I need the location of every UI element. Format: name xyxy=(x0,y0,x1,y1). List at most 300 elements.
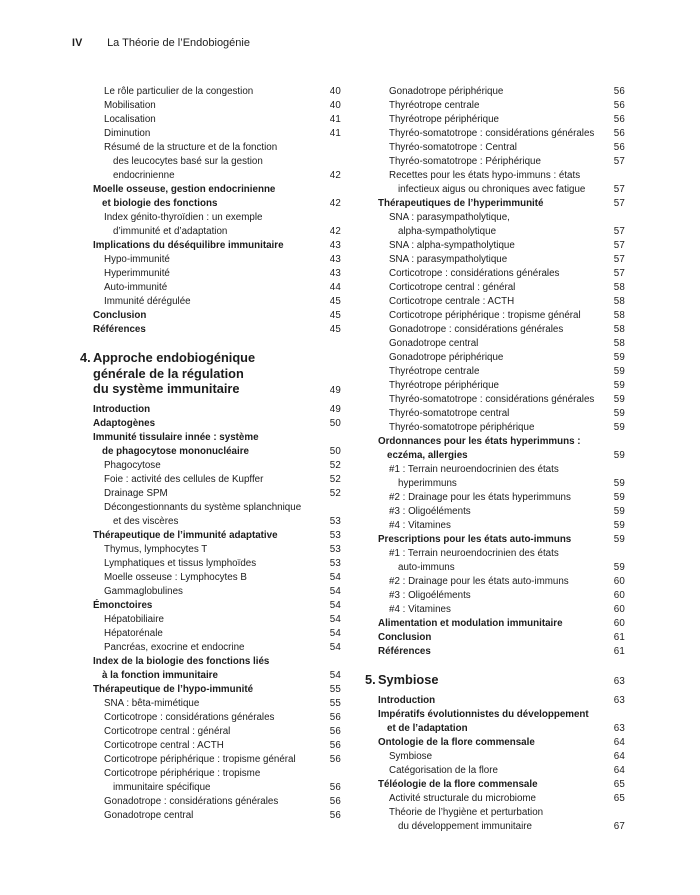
toc-entry-text: Immunité tissulaire innée : système xyxy=(93,431,259,443)
toc-entry-text: Corticotrope central : général xyxy=(104,725,231,737)
toc-entry-line xyxy=(93,739,341,753)
toc-entry-line xyxy=(93,529,341,543)
toc-entry-text: Hypo-immunité xyxy=(104,254,170,265)
toc-page-number: 57 xyxy=(613,254,625,265)
toc-page-number: 57 xyxy=(613,184,625,195)
chapter-entry[interactable] xyxy=(365,672,625,690)
toc-page-number: 58 xyxy=(613,310,625,321)
toc-entry[interactable] xyxy=(378,806,625,834)
toc-entry-text: #3 : Oligoéléments xyxy=(389,506,471,517)
toc-entry[interactable] xyxy=(93,239,341,253)
toc-page-number: 57 xyxy=(613,156,625,167)
toc-page-number: 54 xyxy=(329,613,341,625)
toc-entry[interactable] xyxy=(378,281,625,295)
toc-entry-line xyxy=(93,403,341,417)
toc-page-number: 56 xyxy=(613,100,625,111)
toc-entry[interactable] xyxy=(93,599,341,613)
toc-page-number: 59 xyxy=(613,450,625,461)
toc-entry-text: Ordonnances pour les états hyperimmuns : xyxy=(378,436,581,447)
toc-entry[interactable] xyxy=(93,141,341,183)
toc-entry-text: Ontologie de la flore commensale xyxy=(378,736,535,748)
toc-entry[interactable] xyxy=(93,571,341,585)
toc-entry-text: SNA : parasympatholytique, xyxy=(389,212,510,223)
toc-entry-line xyxy=(378,617,625,631)
toc-entry[interactable] xyxy=(378,309,625,323)
toc-entry-text: Thyréo-somatotrope : considérations générales xyxy=(389,128,595,139)
toc-entry[interactable] xyxy=(93,85,341,99)
toc-entry[interactable] xyxy=(378,169,625,197)
toc-entry[interactable] xyxy=(378,267,625,281)
toc-entry[interactable] xyxy=(93,323,341,337)
toc-page-number: 63 xyxy=(613,722,625,734)
toc-entry[interactable] xyxy=(378,435,625,463)
toc-entry-line xyxy=(93,627,341,641)
toc-entry-line xyxy=(93,515,341,529)
toc-entry-line xyxy=(93,795,341,809)
toc-entry-line xyxy=(93,501,341,515)
toc-entry-line xyxy=(93,323,341,337)
toc-entry[interactable] xyxy=(93,613,341,627)
toc-entry[interactable] xyxy=(378,792,625,806)
toc-entry[interactable] xyxy=(378,463,625,491)
toc-page-number: 59 xyxy=(613,352,625,363)
toc-entry-line xyxy=(93,183,341,197)
toc-entry-line xyxy=(93,669,341,683)
toc-entry-text: Corticotrope centrale : ACTH xyxy=(389,296,515,307)
toc-page-number: 56 xyxy=(329,795,341,807)
toc-page-number: 53 xyxy=(329,557,341,569)
toc-page-number: 64 xyxy=(613,764,625,776)
toc-entry-text: Impératifs évolutionnistes du développement xyxy=(378,708,589,720)
toc-entry-text: Activité structurale du microbiome xyxy=(389,792,537,804)
toc-column-left xyxy=(80,85,341,823)
toc-entry-line xyxy=(378,239,625,253)
toc-entry[interactable] xyxy=(378,603,625,617)
toc-entry-line xyxy=(378,379,625,393)
toc-entry-line xyxy=(93,113,341,127)
toc-entry-line xyxy=(378,99,625,113)
toc-entry[interactable] xyxy=(93,403,341,417)
toc-entry-line xyxy=(93,141,341,155)
toc-entry[interactable] xyxy=(378,645,625,659)
toc-entry[interactable] xyxy=(378,365,625,379)
toc-page-number: 45 xyxy=(329,310,341,321)
toc-entry[interactable] xyxy=(93,739,341,753)
toc-page-number: 63 xyxy=(613,694,625,706)
toc-entry-line xyxy=(93,655,341,669)
toc-entry-line xyxy=(378,533,625,547)
toc-entry-line xyxy=(378,337,625,351)
toc-entry[interactable] xyxy=(378,155,625,169)
toc-entry[interactable] xyxy=(93,767,341,795)
toc-entry-text: Symbiose xyxy=(389,750,433,762)
toc-entry[interactable] xyxy=(93,809,341,823)
toc-entry[interactable] xyxy=(93,113,341,127)
toc-entry-line xyxy=(378,603,625,617)
toc-entry[interactable] xyxy=(93,697,341,711)
toc-entry[interactable] xyxy=(378,764,625,778)
toc-entry-text: hyperimmuns xyxy=(398,478,457,489)
toc-entry-text: Conclusion xyxy=(93,310,147,321)
toc-entry-line xyxy=(378,631,625,645)
toc-page-number: 53 xyxy=(329,515,341,527)
toc-entry-text: Catégorisation de la flore xyxy=(389,764,498,776)
toc-entry[interactable] xyxy=(93,267,341,281)
toc-entry-line xyxy=(93,127,341,141)
toc-page-number: 58 xyxy=(613,324,625,335)
toc-page-number: 54 xyxy=(329,641,341,653)
toc-entry-text: d’immunité et d’adaptation xyxy=(113,226,228,237)
toc-entry-text: Moelle osseuse, gestion endocrinienne xyxy=(93,184,276,195)
toc-entry-line xyxy=(93,225,341,239)
toc-page-number: 59 xyxy=(613,562,625,573)
toc-entry-text: Thyréo-somatotrope périphérique xyxy=(389,422,535,433)
toc-entry-text: du développement immunitaire xyxy=(398,820,532,832)
toc-entry-text: Décongestionnants du système splanchnique xyxy=(104,501,302,513)
toc-page-number: 45 xyxy=(329,324,341,335)
toc-entry[interactable] xyxy=(378,491,625,505)
toc-entry[interactable] xyxy=(93,281,341,295)
toc-entry-line xyxy=(93,571,341,585)
toc-entry-line xyxy=(378,778,625,792)
toc-entry[interactable] xyxy=(378,778,625,792)
chapter-line xyxy=(93,381,341,399)
toc-entry[interactable] xyxy=(378,589,625,603)
toc-entry[interactable] xyxy=(93,725,341,739)
toc-entry-line xyxy=(93,239,341,253)
toc-entry[interactable] xyxy=(93,211,341,239)
toc-entry-line xyxy=(378,547,625,561)
toc-entry[interactable] xyxy=(93,253,341,267)
toc-entry-text: endocrinienne xyxy=(113,170,175,181)
toc-entry-line xyxy=(93,641,341,655)
toc-entry-text: Hépatorénale xyxy=(104,627,163,639)
toc-entry-text: #2 : Drainage pour les états auto-immuns xyxy=(389,576,569,587)
toc-entry[interactable] xyxy=(378,379,625,393)
toc-entry-text: Thyréo-somatotrope : considérations générales xyxy=(389,394,595,405)
toc-entry[interactable] xyxy=(93,459,341,473)
toc-entry[interactable] xyxy=(378,113,625,127)
toc-page-number: 56 xyxy=(613,128,625,139)
toc-entry-line xyxy=(93,267,341,281)
toc-page-number: 42 xyxy=(329,198,341,209)
toc-entry-line xyxy=(378,169,625,183)
toc-entry-text: #4 : Vitamines xyxy=(389,520,451,531)
toc-entry-line xyxy=(378,519,625,533)
chapter-title-line: générale de la régulation xyxy=(93,365,244,381)
toc-entry-line xyxy=(378,351,625,365)
toc-entry-text: Thérapeutiques de l’hyperimmunité xyxy=(378,198,544,209)
toc-entry[interactable] xyxy=(378,239,625,253)
toc-entry-line xyxy=(93,697,341,711)
toc-entry-line xyxy=(378,85,625,99)
chapter-page-number: 49 xyxy=(329,384,341,396)
toc-entry[interactable] xyxy=(378,575,625,589)
toc-entry[interactable] xyxy=(378,631,625,645)
toc-entry-text: Corticotrope central : ACTH xyxy=(104,739,224,751)
toc-entry[interactable] xyxy=(93,795,341,809)
toc-entry-line xyxy=(378,113,625,127)
toc-page-number: 53 xyxy=(329,529,341,541)
toc-page-number: 54 xyxy=(329,585,341,597)
toc-entry-line xyxy=(93,711,341,725)
toc-entry[interactable] xyxy=(378,547,625,575)
toc-entry[interactable] xyxy=(378,505,625,519)
toc-page-number: 59 xyxy=(613,366,625,377)
toc-entry[interactable] xyxy=(93,501,341,529)
toc-entry-line xyxy=(378,764,625,778)
toc-entry-text: Pancréas, exocrine et endocrine xyxy=(104,641,245,653)
toc-page-number: 52 xyxy=(329,473,341,485)
toc-entry-text: Téléologie de la flore commensale xyxy=(378,778,538,790)
toc-entry[interactable] xyxy=(378,351,625,365)
toc-page-number: 59 xyxy=(613,380,625,391)
toc-entry-line xyxy=(93,417,341,431)
toc-entry-line xyxy=(378,491,625,505)
toc-entry[interactable] xyxy=(93,585,341,599)
toc-entry-text: #1 : Terrain neuroendocrinien des états xyxy=(389,464,559,475)
toc-entry-line xyxy=(93,211,341,225)
toc-page-number: 41 xyxy=(329,128,341,139)
toc-entry[interactable] xyxy=(378,750,625,764)
toc-entry-line xyxy=(378,806,625,820)
toc-page-number: 56 xyxy=(329,781,341,793)
toc-page-number: 55 xyxy=(329,697,341,709)
toc-page-number: 59 xyxy=(613,506,625,517)
toc-entry[interactable] xyxy=(93,683,341,697)
toc-page-number: 57 xyxy=(613,268,625,279)
toc-entry-text: Foie : activité des cellules de Kupffer xyxy=(104,473,264,485)
toc-entry[interactable] xyxy=(93,753,341,767)
toc-entry[interactable] xyxy=(93,127,341,141)
toc-entry-text: et de l’adaptation xyxy=(387,722,468,734)
toc-entry-line xyxy=(93,281,341,295)
toc-entry[interactable] xyxy=(378,421,625,435)
chapter-line xyxy=(93,366,341,382)
toc-entry-line xyxy=(93,599,341,613)
toc-entry-text: Références xyxy=(378,646,431,657)
toc-entry-text: eczéma, allergies xyxy=(387,450,468,461)
toc-entry[interactable] xyxy=(93,557,341,571)
toc-entry-text: Phagocytose xyxy=(104,459,161,471)
toc-entry-line xyxy=(93,683,341,697)
toc-page-number: 54 xyxy=(329,669,341,681)
toc-page-number: 65 xyxy=(613,778,625,790)
toc-entry-text: infectieux aigus ou chroniques avec fatigue xyxy=(398,184,586,195)
toc-entry-line xyxy=(378,435,625,449)
toc-page-number: 42 xyxy=(329,170,341,181)
toc-entry-text: Thyréo-somatotrope central xyxy=(389,408,510,419)
toc-entry-line xyxy=(93,809,341,823)
toc-entry-line xyxy=(378,463,625,477)
toc-entry[interactable] xyxy=(93,473,341,487)
toc-entry-line xyxy=(378,323,625,337)
toc-page-number: 54 xyxy=(329,571,341,583)
toc-entry-text: #2 : Drainage pour les états hyperimmuns xyxy=(389,492,571,503)
toc-entry[interactable] xyxy=(378,127,625,141)
toc-entry-line xyxy=(93,543,341,557)
toc-entry-line xyxy=(378,141,625,155)
toc-entry[interactable] xyxy=(378,197,625,211)
toc-entry-line xyxy=(93,473,341,487)
toc-entry[interactable] xyxy=(378,99,625,113)
toc-entry-text: SNA : bêta-mimétique xyxy=(104,697,200,709)
toc-entry-text: Gonadotrope : considérations générales xyxy=(389,324,564,335)
toc-entry-text: Théorie de l’hygiène et perturbation xyxy=(389,806,544,818)
toc-entry-line xyxy=(93,753,341,767)
toc-entry-line xyxy=(93,99,341,113)
toc-page-number: 40 xyxy=(329,86,341,97)
toc-page-number: 56 xyxy=(329,725,341,737)
toc-page-number: 59 xyxy=(613,534,625,545)
toc-entry-line xyxy=(378,127,625,141)
book-title: La Théorie de l’Endobiogénie xyxy=(107,37,250,49)
toc-page-number: 59 xyxy=(613,422,625,433)
toc-entry-line xyxy=(93,613,341,627)
toc-entry-line xyxy=(93,253,341,267)
toc-entry-text: Recettes pour les états hypo-immuns : états xyxy=(389,170,581,181)
toc-page-number: 67 xyxy=(613,820,625,832)
toc-entry-text: SNA : alpha-sympatholytique xyxy=(389,240,515,251)
toc-entry[interactable] xyxy=(378,519,625,533)
toc-entry[interactable] xyxy=(378,736,625,750)
toc-page-number: 56 xyxy=(329,809,341,821)
toc-entry[interactable] xyxy=(93,655,341,683)
toc-entry-line xyxy=(378,267,625,281)
toc-entry-text: Alimentation et modulation immunitaire xyxy=(378,618,563,629)
toc-entry-text: #4 : Vitamines xyxy=(389,604,451,615)
toc-page-number: 56 xyxy=(329,739,341,751)
toc-entry-text: Corticotrope périphérique : tropisme général xyxy=(104,753,296,765)
toc-entry-line xyxy=(93,295,341,309)
toc-entry-line xyxy=(378,561,625,575)
toc-entry[interactable] xyxy=(378,617,625,631)
toc-entry[interactable] xyxy=(93,711,341,725)
toc-page-number: 43 xyxy=(329,268,341,279)
toc-entry-text: alpha-sympatholytique xyxy=(398,226,497,237)
toc-page-number: 56 xyxy=(329,753,341,765)
toc-entry-text: #3 : Oligoéléments xyxy=(389,590,471,601)
toc-entry-text: Mobilisation xyxy=(104,100,156,111)
toc-entry-text: et des viscères xyxy=(113,515,179,527)
toc-entry-text: auto-immuns xyxy=(398,562,455,573)
toc-page-number: 41 xyxy=(329,114,341,125)
toc-entry-line xyxy=(378,820,625,834)
toc-entry-text: Émonctoires xyxy=(93,599,153,611)
toc-entry-text: Adaptogènes xyxy=(93,417,156,429)
chapter-entry[interactable] xyxy=(80,350,341,399)
toc-entry-text: Gonadotrope central xyxy=(104,809,194,821)
toc-entry[interactable] xyxy=(93,99,341,113)
toc-entry-text: Thérapeutique de l’immunité adaptative xyxy=(93,529,278,541)
toc-entry[interactable] xyxy=(378,694,625,708)
toc-page-number: 57 xyxy=(613,226,625,237)
toc-entry-text: Gonadotrope périphérique xyxy=(389,86,504,97)
toc-entry[interactable] xyxy=(378,85,625,99)
toc-entry-line xyxy=(378,792,625,806)
toc-entry[interactable] xyxy=(378,393,625,407)
toc-entry-text: Thyréotrope centrale xyxy=(389,100,480,111)
toc-page-number: 61 xyxy=(613,632,625,643)
toc-page-number: 57 xyxy=(613,240,625,251)
toc-entry-text: Thyréo-somatotrope : Périphérique xyxy=(389,156,541,167)
toc-entry-text: #1 : Terrain neuroendocrinien des états xyxy=(389,548,559,559)
toc-entry-text: Localisation xyxy=(104,114,156,125)
toc-page-number: 59 xyxy=(613,520,625,531)
toc-entry-text: Le rôle particulier de la congestion xyxy=(104,86,254,97)
toc-entry-text: Introduction xyxy=(378,694,436,706)
toc-entry-line xyxy=(378,575,625,589)
toc-entry-line xyxy=(378,225,625,239)
toc-entry-text: des leucocytes basé sur la gestion xyxy=(113,156,263,167)
toc-entry[interactable] xyxy=(93,641,341,655)
toc-entry[interactable] xyxy=(93,431,341,459)
toc-entry[interactable] xyxy=(378,295,625,309)
toc-entry-line xyxy=(378,295,625,309)
toc-page-number: 45 xyxy=(329,296,341,307)
toc-page-number: 50 xyxy=(329,417,341,429)
toc-entry-text: Drainage SPM xyxy=(104,487,168,499)
toc-page-number: 44 xyxy=(329,282,341,293)
toc-entry[interactable] xyxy=(378,211,625,239)
toc-entry-line xyxy=(378,365,625,379)
toc-page-number: 60 xyxy=(613,618,625,629)
toc-page-number: 60 xyxy=(613,576,625,587)
toc-page-number: 60 xyxy=(613,590,625,601)
toc-entry-line xyxy=(378,722,625,736)
toc-entry[interactable] xyxy=(378,253,625,267)
toc-entry[interactable] xyxy=(93,183,341,211)
toc-entry[interactable] xyxy=(378,323,625,337)
toc-entry-text: Prescriptions pour les états auto-immuns xyxy=(378,534,572,545)
toc-entry-text: Thymus, lymphocytes T xyxy=(104,543,208,555)
toc-page-number: 42 xyxy=(329,226,341,237)
chapter-title-line: Approche endobiogénique xyxy=(93,350,256,365)
toc-entry[interactable] xyxy=(93,529,341,543)
toc-page-number: 56 xyxy=(613,86,625,97)
toc-entry[interactable] xyxy=(378,337,625,351)
toc-entry-text: Corticotrope périphérique : tropisme xyxy=(104,767,261,779)
toc-entry[interactable] xyxy=(93,487,341,501)
toc-entry[interactable] xyxy=(378,407,625,421)
toc-page-number: 40 xyxy=(329,100,341,111)
toc-page-number: 57 xyxy=(613,198,625,209)
toc-entry-line xyxy=(378,505,625,519)
toc-entry-line xyxy=(93,85,341,99)
toc-entry-line xyxy=(378,183,625,197)
toc-entry[interactable] xyxy=(93,295,341,309)
toc-entry[interactable] xyxy=(378,533,625,547)
toc-entry[interactable] xyxy=(378,708,625,736)
toc-page-number: 59 xyxy=(613,394,625,405)
toc-entry-line xyxy=(378,211,625,225)
chapter-number: 5. xyxy=(365,672,376,687)
toc-page-number: 60 xyxy=(613,604,625,615)
toc-entry[interactable] xyxy=(93,309,341,323)
toc-entry-text: à la fonction immunitaire xyxy=(102,669,218,681)
toc-page-number: 54 xyxy=(329,627,341,639)
toc-entry[interactable] xyxy=(93,417,341,431)
toc-entry-text: Hépatobiliaire xyxy=(104,613,164,625)
toc-entry[interactable] xyxy=(93,627,341,641)
toc-entry[interactable] xyxy=(93,543,341,557)
toc-entry-text: de phagocytose mononucléaire xyxy=(102,445,249,457)
toc-entry-line xyxy=(93,309,341,323)
toc-entry[interactable] xyxy=(378,141,625,155)
toc-entry-line xyxy=(378,281,625,295)
toc-entry-line xyxy=(93,169,341,183)
toc-entry-text: Références xyxy=(93,324,146,335)
